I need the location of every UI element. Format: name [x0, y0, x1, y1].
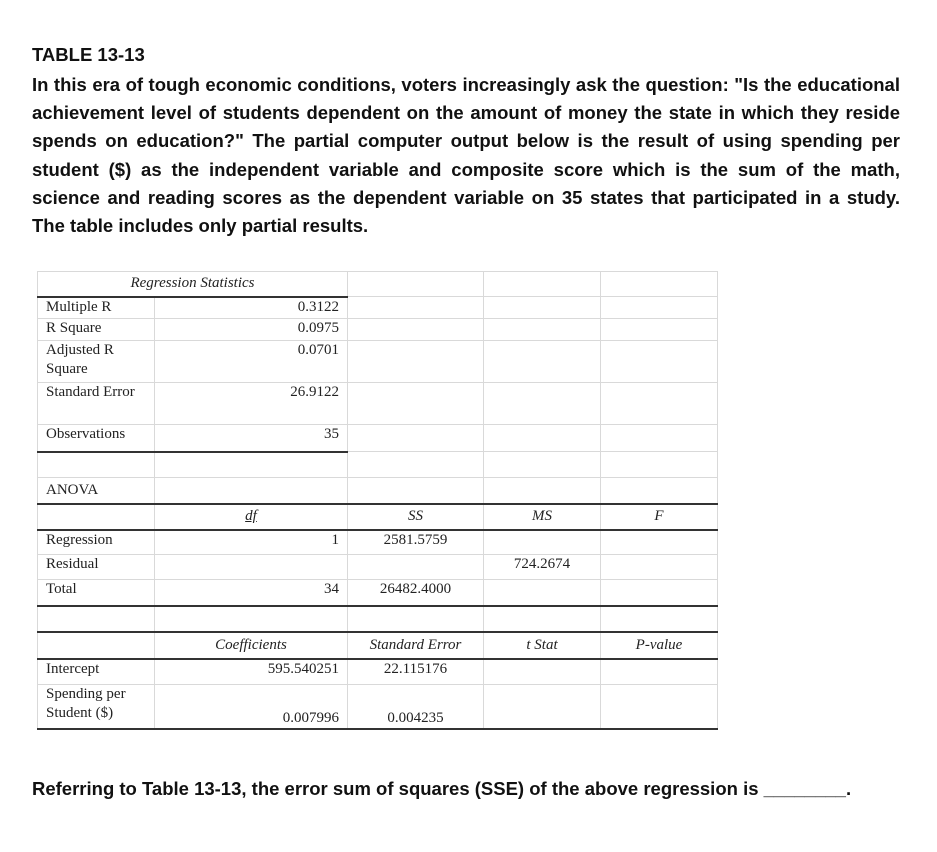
stat-label: R Square — [38, 319, 155, 341]
coef-row — [38, 685, 718, 729]
anova-df: 1 — [155, 530, 348, 555]
coef-se: 22.115176 — [348, 659, 484, 685]
anova-ss: 26482.4000 — [348, 580, 484, 606]
anova-heading-row — [38, 478, 718, 504]
regression-output-table — [37, 271, 718, 730]
table-title: TABLE 13-13 — [32, 44, 145, 65]
anova-row — [38, 555, 718, 580]
coef-row — [38, 659, 718, 685]
coef-col-p-value: P-value — [601, 632, 718, 659]
regression-statistics-heading: Regression Statistics — [38, 272, 348, 297]
stat-label: Observations — [38, 425, 155, 452]
anova-f — [601, 580, 718, 606]
coef-t — [484, 659, 601, 685]
stat-row — [38, 341, 718, 383]
anova-col-ss: SS — [348, 504, 484, 530]
coef-row-label: Intercept — [38, 659, 155, 685]
intro-paragraph: In this era of tough economic conditions, voters increasingly ask the question: "Is the educational achievement level of students dependent on the amount of money the state in which they reside spends on education?" The partial computer output below is the result of using spending per student ($) as the independent variable and composite score which is the sum of the math, science and reading scores as the dependent variable on 35 states that participated in a study. The table includes only partial results. — [32, 74, 900, 237]
stat-value: 26.9122 — [155, 383, 348, 425]
anova-column-header-row — [38, 504, 718, 530]
stat-value: 0.3122 — [155, 297, 348, 319]
coef-p — [601, 685, 718, 729]
stat-label: Multiple R — [38, 297, 155, 319]
stat-row — [38, 383, 718, 425]
anova-f — [601, 530, 718, 555]
anova-row-label: Regression — [38, 530, 155, 555]
coefficients-header-row — [38, 632, 718, 659]
anova-ms: 724.2674 — [484, 555, 601, 580]
anova-ss — [348, 555, 484, 580]
stat-value: 35 — [155, 425, 348, 452]
anova-ms — [484, 530, 601, 555]
anova-ms — [484, 580, 601, 606]
anova-col-ms: MS — [484, 504, 601, 530]
coef-col-t-stat: t Stat — [484, 632, 601, 659]
stat-label: Standard Error — [38, 383, 155, 425]
anova-row-label: Total — [38, 580, 155, 606]
anova-col-df: df — [155, 504, 348, 530]
coef-row-label: Spending per Student ($) — [38, 685, 155, 729]
anova-col-f: F — [601, 504, 718, 530]
spacer-row — [38, 452, 718, 478]
anova-df: 34 — [155, 580, 348, 606]
anova-f — [601, 555, 718, 580]
anova-ss: 2581.5759 — [348, 530, 484, 555]
coef-p — [601, 659, 718, 685]
anova-row-label: Residual — [38, 555, 155, 580]
coef-se: 0.004235 — [348, 685, 484, 729]
spacer-row — [38, 606, 718, 632]
regression-statistics-header-row — [38, 272, 718, 297]
coef-value: 0.007996 — [155, 685, 348, 729]
question-text: Referring to Table 13-13, the error sum of squares (SSE) of the above regression is ________. — [32, 778, 852, 799]
stat-row — [38, 425, 718, 452]
anova-heading: ANOVA — [38, 478, 155, 504]
anova-row — [38, 530, 718, 555]
stat-value: 0.0701 — [155, 341, 348, 383]
stat-row — [38, 297, 718, 319]
anova-df — [155, 555, 348, 580]
coef-col-standard-error: Standard Error — [348, 632, 484, 659]
anova-row — [38, 580, 718, 606]
coef-col-coefficients: Coefficients — [155, 632, 348, 659]
coef-t — [484, 685, 601, 729]
coef-value: 595.540251 — [155, 659, 348, 685]
stat-value: 0.0975 — [155, 319, 348, 341]
stat-label: Adjusted R Square — [38, 341, 155, 383]
stat-row — [38, 319, 718, 341]
